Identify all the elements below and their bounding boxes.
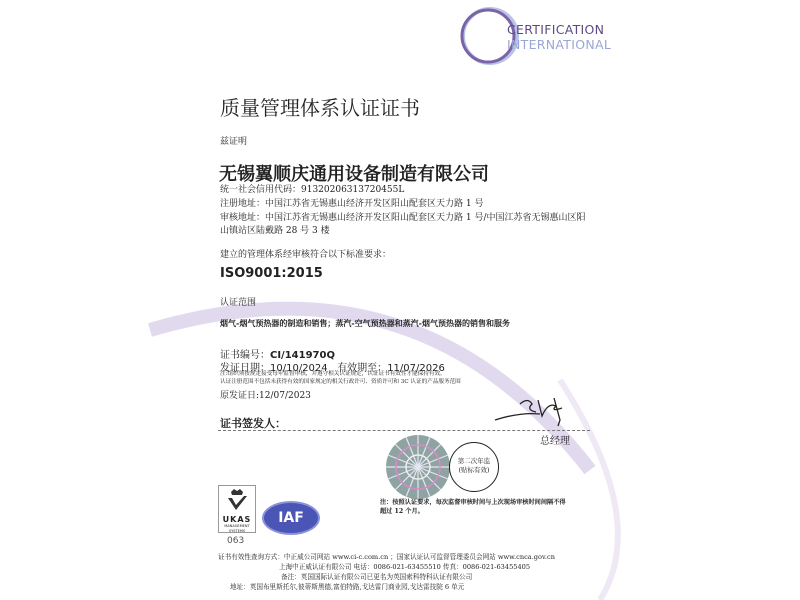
scope-text: 烟气-烟气预热器的制造和销售；蒸汽-空气预热器和蒸汽-烟气预热器的销售和服务 <box>220 318 510 328</box>
footer-line3: 备注：英国国际认证有限公司已更名为英国索科特科认证有限公司 <box>281 573 473 581</box>
registered-address: 注册地址：中国江苏省无锡惠山经济开发区阳山配套区天力路 1 号 <box>220 199 484 209</box>
iaf-text: IAF <box>278 510 304 526</box>
stamp-line2: (贴标有效) <box>458 466 490 474</box>
note-line2: 认证注册范围不包括未获得有效的国家规定的相关行政许可、资质许可和 3C 认证的产品服务范围 <box>220 379 461 385</box>
credit-code: 统一社会信用代码：91320206313720455L <box>220 185 405 195</box>
ukas-number: 063 <box>227 536 245 546</box>
signer-label: 证书签发人： <box>220 417 286 430</box>
note-line1: 注:组织须按规定接受每年监督审核，并遵守相关认证规定，认证证书有效性才能保持有效。 <box>220 371 446 377</box>
ukas-sub1: MANAGEMENT <box>224 524 250 528</box>
ukas-logo <box>218 485 256 533</box>
footer-line1: 证书有效性查询方式：中正威公司网站 www.ci-c.com.cn ；国家认证认可监督管理委员会网站 www.cnca.gov.cn <box>218 553 555 561</box>
logo-line2: INTERNATIONAL <box>507 37 612 52</box>
stamp-line1: 第二次年监 <box>457 457 491 465</box>
intro-text: 兹证明 <box>220 137 248 147</box>
surveillance-note-line2: 超过 12 个月。 <box>380 508 424 515</box>
hologram-seal <box>384 433 452 501</box>
signature-line <box>218 430 590 431</box>
iaf-logo <box>262 501 320 535</box>
audit-address-line1: 审核地址：中国江苏省无锡惠山经济开发区阳山配套区天力路 1 号/中国江苏省无锡惠山区阳 <box>220 213 586 223</box>
surveillance-note-line1: 注：按照认证要求，每次监督审核时间与上次现场审核时间间隔不得 <box>380 499 566 506</box>
issue-date-label: 发证日期： <box>220 363 270 374</box>
valid-until-value: 11/07/2026 <box>387 363 445 374</box>
footer-line2: 上海中正威认证有限公司 电话：0086-021-63455510 传真：0086-021-63455405 <box>279 563 531 571</box>
ukas-crown-check-icon <box>219 486 255 512</box>
valid-until-label: 有效期至： <box>337 363 388 374</box>
logo-line1: CERTIFICATION <box>507 22 605 37</box>
ukas-sub2: SYSTEMS <box>228 529 246 533</box>
signer-title: 总经理 <box>540 436 570 447</box>
ukas-name: UKAS <box>222 515 252 524</box>
issue-date-value: 10/10/2024 <box>270 363 328 374</box>
company-name: 无锡翼顺庆通用设备制造有限公司 <box>219 164 489 185</box>
audit-address-line2: 山镇站区陆戴路 28 号 3 楼 <box>220 226 330 236</box>
footer-line4: 地址：英国布里斯托尔,彼蒂斯黑德,富伯特路,戈达雷门商业园,戈达雷技院 6 单元 <box>230 583 465 591</box>
conformity-statement: 建立的管理体系经审核符合以下标准要求： <box>220 250 392 260</box>
scope-label: 认证范围 <box>220 298 257 308</box>
standard: ISO9001:2015 <box>220 266 323 281</box>
signature <box>490 392 580 427</box>
cert-no-value: CI/141970Q <box>270 350 335 361</box>
annual-surveillance-stamp <box>449 442 499 492</box>
original-issue-date: 原发证日:12/07/2023 <box>220 391 311 401</box>
cert-no-label: 证书编号： <box>220 350 270 361</box>
certificate-title: 质量管理体系认证证书 <box>220 96 420 120</box>
